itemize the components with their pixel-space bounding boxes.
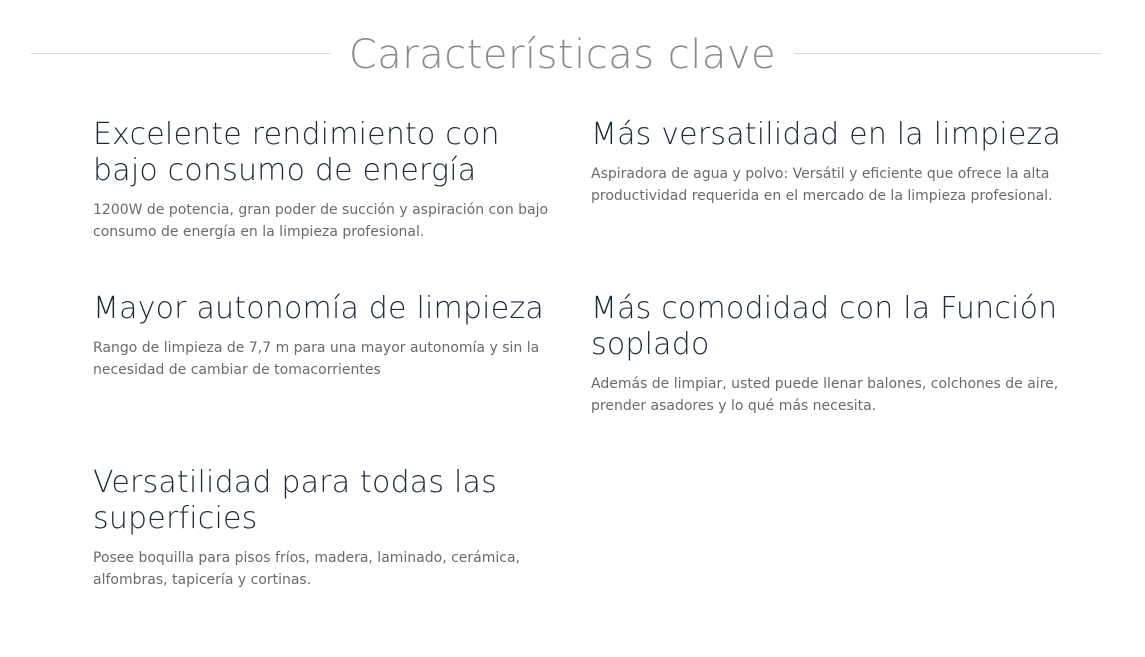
feature-description: Además de limpiar, usted puede llenar balones, colchones de aire, prender asadores y lo qué más necesita. — [591, 376, 1059, 414]
feature-description: Rango de limpieza de 7,7 m para una mayor autonomía y sin la necesidad de cambiar de tomacorrientes — [93, 340, 540, 378]
feature-description: 1200W de potencia, gran poder de succión y aspiración con bajo consumo de energía en la limpieza profesional. — [93, 202, 549, 240]
feature-performance — [93, 117, 568, 243]
feature-title: Más versatilidad en la limpieza — [591, 117, 1062, 152]
feature-title: Más comodidad con la Función soplado — [591, 291, 1058, 362]
section-title: Características clave — [348, 32, 777, 78]
feature-title: Excelente rendimiento con bajo consumo de energía — [93, 117, 500, 188]
feature-description: Posee boquilla para pisos fríos, madera, laminado, cerámica, alfombras, tapicería y cortinas. — [93, 550, 521, 588]
feature-title: Mayor autonomía de limpieza — [93, 291, 544, 326]
feature-description: Aspiradora de agua y polvo: Versátil y eficiente que ofrece la alta productividad requerida en el mercado de la limpieza profesional. — [591, 166, 1053, 204]
feature-versatility-cleaning — [591, 117, 1066, 207]
feature-surfaces — [93, 465, 568, 591]
divider-right — [794, 53, 1101, 54]
feature-blower-function — [591, 291, 1066, 417]
feature-autonomy — [93, 291, 568, 381]
divider-left — [31, 53, 331, 54]
feature-title: Versatilidad para todas las superficies — [93, 465, 497, 536]
section-header — [31, 30, 1101, 80]
